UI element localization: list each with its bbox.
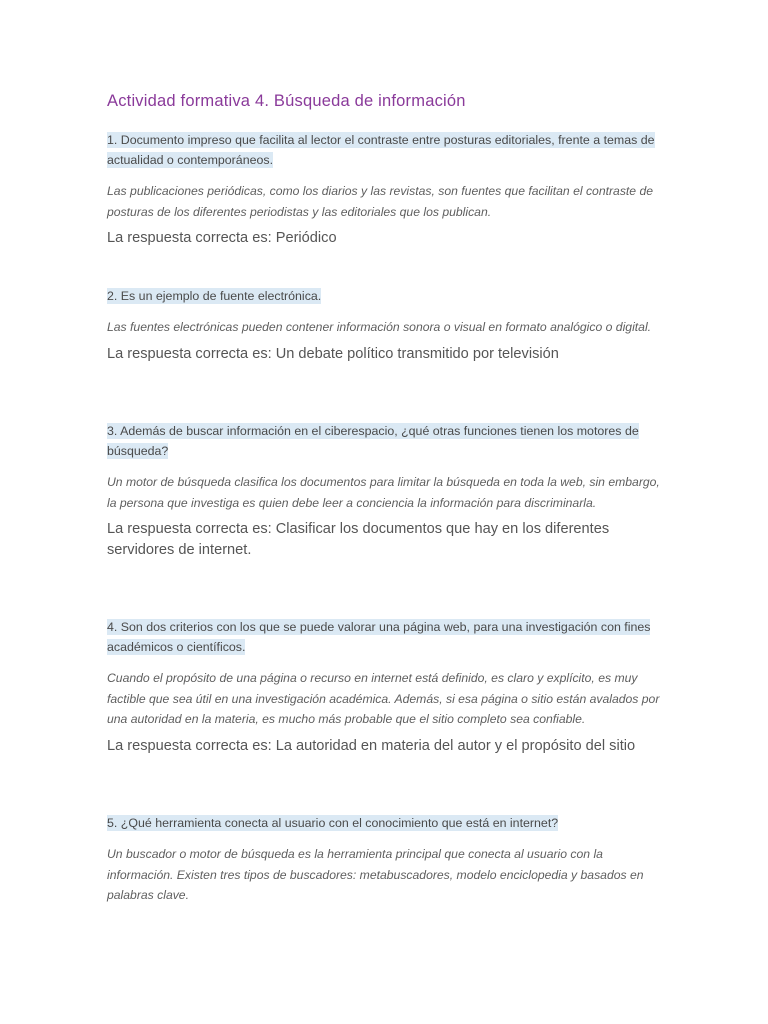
question-block-2 <box>107 286 667 365</box>
question-block-3 <box>107 421 667 561</box>
question-highlight: 3. Además de buscar información en el ciberespacio, ¿qué otras funciones tienen los motores de búsqueda? <box>107 424 639 458</box>
question-highlight: 5. ¿Qué herramienta conecta al usuario con el conocimiento que está en internet? <box>107 816 559 830</box>
explanation-text: Las publicaciones periódicas, como los diarios y las revistas, son fuentes que facilitan el contraste de posturas de los diferentes periodistas y las editoriales que los publican. <box>107 184 654 219</box>
explanation-text: Un buscador o motor de búsqueda es la herramienta principal que conecta al usuario con la información. Existen tres tipos de buscadores: metabuscadores, modelo enciclopedia y basados en palabras clave. <box>107 847 644 902</box>
question-highlight: 1. Documento impreso que facilita al lector el contraste entre posturas editoriales, frente a temas de actualidad o contemporáneos. <box>107 133 655 167</box>
explanation-text: Las fuentes electrónicas pueden contener información sonora o visual en formato analógico o digital. <box>107 320 652 334</box>
question-block-5 <box>107 813 667 906</box>
question-text <box>107 813 667 833</box>
question-block-4 <box>107 617 667 757</box>
question-highlight: 4. Son dos criterios con los que se puede valorar una página web, para una investigación con fines académicos o científicos. <box>107 620 651 654</box>
correct-answer: La respuesta correcta es: Un debate político transmitido por televisión <box>107 345 559 362</box>
question-text <box>107 286 667 306</box>
correct-answer: La respuesta correcta es: Clasificar los documentos que hay en los diferentes servidores de internet. <box>107 521 610 558</box>
question-highlight: 2. Es un ejemplo de fuente electrónica. <box>107 289 322 303</box>
correct-answer: La respuesta correcta es: Periódico <box>107 230 337 246</box>
page-title: Actividad formativa 4. Búsqueda de información <box>107 92 466 110</box>
explanation-text: Cuando el propósito de una página o recurso en internet está definido, es claro y explícito, es muy factible que sea útil en una investigación académica. Además, si esa página o sitio están avalados por una autoridad en la materia, es mucho más probable que el sitio completo sea confiable. <box>107 671 660 726</box>
correct-answer: La respuesta correcta es: La autoridad en materia del autor y el propósito del sitio <box>107 737 636 754</box>
question-text <box>107 421 667 461</box>
question-block-1 <box>107 130 667 249</box>
question-text <box>107 130 667 170</box>
question-text <box>107 617 667 657</box>
explanation-text: Un motor de búsqueda clasifica los documentos para limitar la búsqueda en toda la web, sin embargo, la persona que investiga es quien debe leer a conciencia la información para discriminarla. <box>107 475 660 510</box>
